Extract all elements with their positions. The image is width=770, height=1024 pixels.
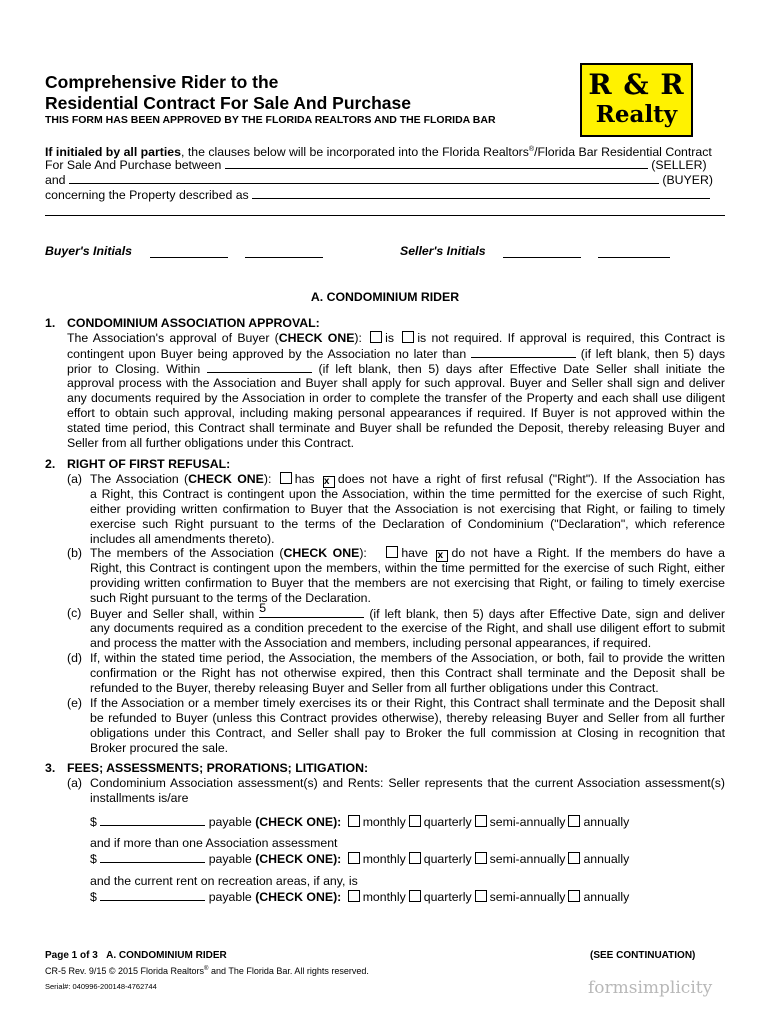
s2b-text: do not have a Right. If the members do have a	[451, 546, 726, 560]
s1-text: (if left blank, then 5) days	[580, 347, 725, 361]
buyer-name-field[interactable]	[69, 172, 659, 184]
intro-line-concerning	[45, 187, 725, 203]
item-c-line-1	[90, 601, 725, 622]
monthly-label: monthly	[362, 890, 406, 904]
annually-label: annually	[583, 815, 630, 829]
item-b-body: Right, this Contract is contingent upon the members, within the time permitted for the exercise of such Right, either providing written confirmation to Buyer that the members are not exercising that Right, or failing to timely exercise such Right pursuant to the terms of the Declaration.	[90, 561, 725, 605]
section-2-heading: RIGHT OF FIRST REFUSAL:	[67, 457, 231, 471]
s2c-text: (if left blank, then 5) days after Effective Date, sign and deliver	[369, 607, 725, 621]
s1-text: prior to Closing. Within	[67, 362, 201, 376]
assessment-amount-field-2[interactable]	[100, 851, 205, 863]
has-label: has	[294, 472, 315, 486]
approval-deadline-field[interactable]	[471, 346, 576, 358]
s2b-text: The members of the Association (	[90, 546, 284, 560]
seller-initials-label: Seller's Initials	[400, 244, 486, 258]
assessment-row-1	[90, 814, 629, 830]
buyer-initials-field-1[interactable]	[150, 257, 228, 258]
formsimplicity-watermark: formsimplicity	[588, 978, 713, 998]
s2a-text: The Association (	[90, 472, 189, 486]
serial-number: Serial#: 040996-200148-4762744	[45, 982, 157, 991]
annually-label: annually	[583, 890, 630, 904]
page-title	[45, 72, 411, 114]
seller-name-field[interactable]	[225, 157, 648, 169]
item-c-label: (c)	[67, 606, 82, 620]
footer-section: A. CONDOMINIUM RIDER	[106, 950, 227, 961]
is-not-label: is not required. If approval is required, this Contract is	[417, 331, 725, 345]
section-1-line-2	[67, 346, 725, 362]
item-d-body: If, within the stated time period, the Association, the members of the Association, or both, fail to provide the written confirmation or the Right has not otherwise expired, then this Contract shall terminate and the Deposit shall be refunded to the Buyer, thereby releasing Buyer and Seller from all further obligations under this Contract.	[90, 651, 725, 695]
semi-annually-checkbox-1[interactable]	[475, 815, 487, 827]
item-b-line-1	[90, 546, 725, 562]
property-description-line-2[interactable]	[45, 215, 725, 216]
registered-mark: ®	[204, 966, 209, 972]
item-a-body: a Right, this Contract is contingent upon the Association, within the time permitted for the exercise of such Right, either providing written confirmation to Buyer that the Association is not exercising that Right, or failing to timely exercise such Right pursuant to the terms of the Declaration of Condominium ("Declaration", which reference includes all amendments thereto).	[90, 487, 725, 546]
logo-line-2: Realty	[595, 101, 678, 128]
association-has-right-checkbox[interactable]	[280, 472, 292, 484]
quarterly-label: quarterly	[423, 890, 472, 904]
item-c-body: any documents required as a condition precedent to the exercise of the Right, and shall use diligent effort to submit and process the matter with the Association and members, including personal appearances, if required.	[90, 621, 725, 650]
is-label: is	[385, 331, 395, 345]
intro-lead-rest: , the clauses below will be incorporated into the Florida Realtors	[181, 145, 529, 160]
dollar-sign: $	[90, 852, 97, 866]
intro-lead-bold: If initialed by all parties	[45, 145, 181, 160]
check-one-label: CHECK ONE	[188, 472, 264, 486]
rider-title: A. CONDOMINIUM RIDER	[310, 290, 460, 304]
check-one-label: (CHECK ONE):	[255, 852, 342, 866]
monthly-label: monthly	[362, 815, 406, 829]
payable-label: payable	[208, 852, 252, 866]
s2a-text: does not have a right of first refusal ("Right"). If the Association has	[337, 472, 725, 486]
quarterly-checkbox-1[interactable]	[409, 815, 421, 827]
quarterly-checkbox-2[interactable]	[409, 852, 421, 864]
item-b-label: (b)	[67, 546, 83, 560]
and-label: and	[45, 173, 66, 187]
s1-text: contingent upon Buyer being approved by the Association no later than	[67, 347, 467, 361]
rent-label: and the current rent on recreation areas, if any, is	[90, 874, 358, 888]
quarterly-checkbox-3[interactable]	[409, 890, 421, 902]
intro-lead-tail: /Florida Bar Residential Contract	[534, 145, 712, 160]
semi-annually-label: semi-annually	[489, 852, 566, 866]
footer-page-info	[45, 950, 227, 961]
rent-amount-field[interactable]	[100, 889, 205, 901]
assessment-amount-field-1[interactable]	[100, 814, 205, 826]
logo-line-1: R & R	[588, 68, 685, 101]
approval-initiate-days-field[interactable]	[207, 361, 312, 373]
section-1-line-3	[67, 361, 725, 377]
quarterly-label: quarterly	[423, 815, 472, 829]
item-e-label: (e)	[67, 696, 83, 710]
s2c-text: Buyer and Seller shall, within	[90, 607, 255, 621]
payable-label: payable	[208, 815, 252, 829]
approval-is-checkbox[interactable]	[370, 331, 382, 343]
s2a-text: ):	[263, 472, 272, 486]
item-e-body: If the Association or a member timely exercises its or their Right, this Contract shall terminate and the Deposit shall be refunded to Buyer (unless this Contract provides otherwise), thereby releasing Buyer and Seller from all further obligations under this Contract, and Seller shall pay to Broker the full commission at Closing in recognition that Broker procured the sale.	[90, 696, 725, 755]
payable-label: payable	[208, 890, 252, 904]
annually-checkbox-1[interactable]	[568, 815, 580, 827]
check-one-label: CHECK ONE	[278, 331, 355, 345]
item-3a-label: (a)	[67, 776, 83, 790]
have-label: have	[401, 546, 428, 560]
item-3a-body: Condominium Association assessment(s) and Rents: Seller represents that the current Association assessment(s) installments is/are	[90, 776, 725, 805]
section-3-number: 3.	[45, 761, 56, 775]
s1-text: ):	[354, 331, 362, 345]
monthly-checkbox-2[interactable]	[348, 852, 360, 864]
revision-tail: and The Florida Bar. All rights reserved.	[208, 966, 369, 976]
approval-notice: THIS FORM HAS BEEN APPROVED BY THE FLORIDA REALTORS AND THE FLORIDA BAR	[45, 114, 496, 126]
s1-text: The Association's approval of Buyer (	[67, 331, 279, 345]
buyer-initials-field-2[interactable]	[245, 257, 323, 258]
section-2-number: 2.	[45, 457, 56, 471]
check-one-label: (CHECK ONE):	[255, 890, 342, 904]
concerning-label: concerning the Property described as	[45, 188, 249, 202]
association-no-right-checkbox[interactable]: x	[323, 476, 335, 488]
semi-annually-label: semi-annually	[489, 890, 566, 904]
seller-initials-field-1[interactable]	[503, 257, 581, 258]
refusal-days-value: 5	[259, 601, 267, 615]
title-line-2: Residential Contract For Sale And Purchase	[45, 93, 411, 113]
semi-annually-checkbox-3[interactable]	[475, 890, 487, 902]
semi-annually-checkbox-2[interactable]	[475, 852, 487, 864]
s2b-text: ):	[359, 546, 367, 560]
section-3-heading: FEES; ASSESSMENTS; PRORATIONS; LITIGATION:	[67, 761, 369, 775]
dollar-sign: $	[90, 815, 97, 829]
section-1-number: 1.	[45, 316, 56, 330]
annually-checkbox-2[interactable]	[568, 852, 580, 864]
seller-initials-field-2[interactable]	[598, 257, 670, 258]
between-label: For Sale And Purchase between	[45, 158, 222, 172]
seller-label: (SELLER)	[651, 158, 707, 172]
section-1-body: approval process with the Association and Buyer shall apply for such approval. Buyer and Seller shall sign and deliver any documents required by the Association in order to complete the transfer of the Property and each shall use diligent effort to obtain such approval, including making personal appearances if required. If Buyer is not approved within the stated time period, this Contract shall terminate and Buyer shall be refunded the Deposit, thereby releasing Buyer and Seller from all further obligations under this Contract.	[67, 376, 725, 450]
title-line-1: Comprehensive Rider to the	[45, 72, 279, 92]
monthly-checkbox-1[interactable]	[348, 815, 360, 827]
registered-mark: ®	[528, 146, 535, 153]
revision-notice	[45, 966, 369, 976]
monthly-label: monthly	[362, 852, 406, 866]
quarterly-label: quarterly	[423, 852, 472, 866]
dollar-sign: $	[90, 890, 97, 904]
see-continuation: (SEE CONTINUATION)	[590, 950, 696, 961]
company-logo	[580, 63, 693, 137]
section-1-line-1	[67, 331, 725, 346]
more-assessment-label: and if more than one Association assessment	[90, 836, 338, 850]
members-have-right-checkbox[interactable]	[386, 546, 398, 558]
intro-line-between	[45, 157, 725, 173]
refusal-days-field[interactable]	[259, 601, 364, 618]
page-number: Page 1 of 3	[45, 950, 98, 961]
item-d-label: (d)	[67, 651, 83, 665]
assessment-row-2	[90, 851, 629, 867]
members-no-right-checkbox[interactable]: x	[436, 550, 448, 562]
buyer-initials-label: Buyer's Initials	[45, 244, 132, 258]
revision-text: CR-5 Rev. 9/15 © 2015 Florida Realtors	[45, 966, 205, 976]
property-description-field[interactable]	[252, 187, 710, 199]
approval-is-not-checkbox[interactable]	[402, 331, 414, 343]
section-1-heading: CONDOMINIUM ASSOCIATION APPROVAL:	[67, 316, 320, 330]
check-one-label: CHECK ONE	[283, 546, 360, 560]
item-a-label: (a)	[67, 472, 83, 486]
monthly-checkbox-3[interactable]	[348, 890, 360, 902]
buyer-label: (BUYER)	[662, 173, 713, 187]
s1-text: (if left blank, then 5) days after Effective Date Seller shall initiate the	[318, 362, 725, 376]
check-one-label: (CHECK ONE):	[255, 815, 342, 829]
semi-annually-label: semi-annually	[489, 815, 566, 829]
intro-line-and	[45, 172, 725, 188]
annually-checkbox-3[interactable]	[568, 890, 580, 902]
annually-label: annually	[583, 852, 630, 866]
assessment-row-3	[90, 889, 629, 905]
item-a-line-1	[90, 472, 725, 488]
